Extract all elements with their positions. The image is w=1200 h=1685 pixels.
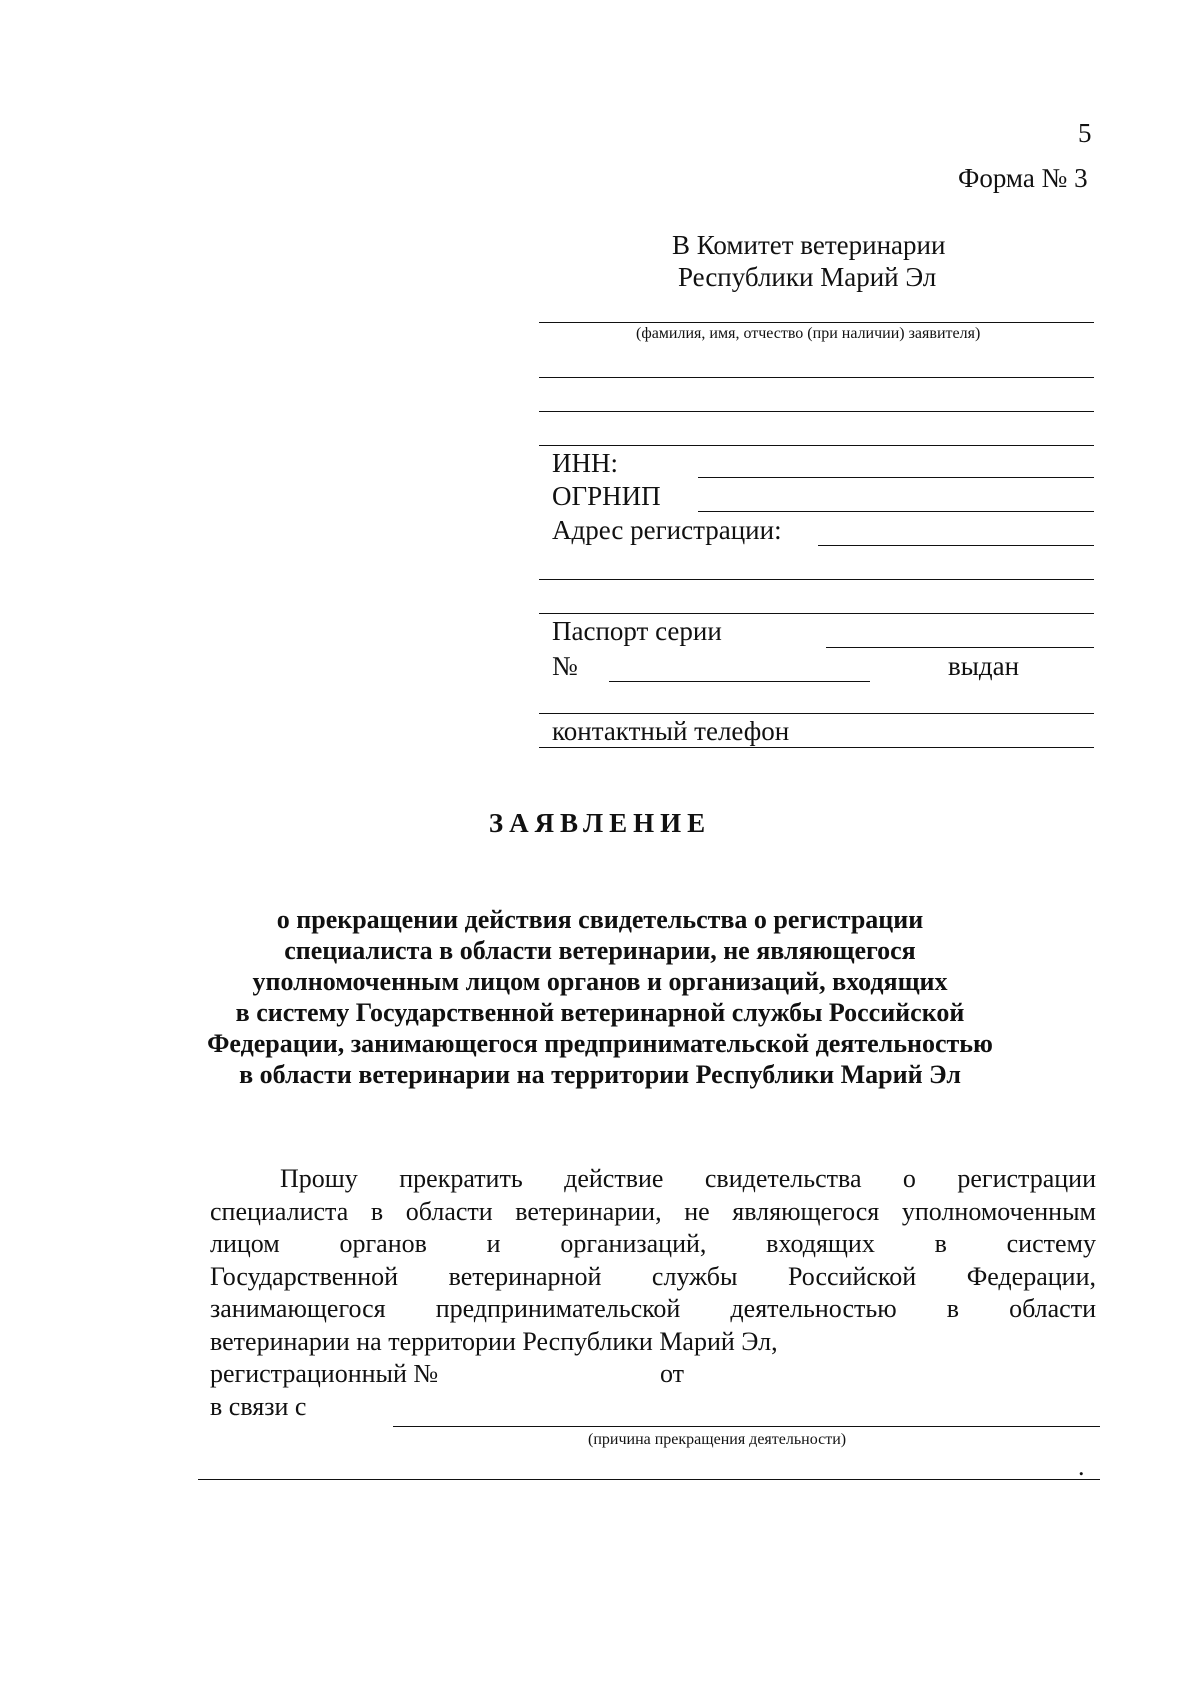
end-period: .	[1078, 1452, 1085, 1481]
body-line: ветеринарии на территории Республики Марий Эл,	[210, 1326, 778, 1356]
body-line: лицом органов и организаций, входящих в систему	[210, 1229, 1096, 1258]
inn-input-line[interactable]	[698, 477, 1094, 478]
address-extra-line-1[interactable]	[539, 579, 1094, 580]
ogrnip-label: ОГРНИП	[552, 481, 661, 511]
passport-number-label: №	[552, 651, 578, 681]
subtitle-line: в области ветеринарии на территории Республики Марий Эл	[239, 1060, 961, 1089]
subtitle-line: Федерации, занимающегося предпринимательской деятельностью	[207, 1029, 993, 1058]
form-label: Форма № 3	[958, 163, 1088, 193]
passport-issued-input-line[interactable]	[539, 713, 1094, 714]
address-input-line[interactable]	[818, 545, 1094, 546]
body-line: занимающегося предпринимательской деятельностью в области	[210, 1294, 1096, 1323]
reason-caption: (причина прекращения деятельности)	[588, 1431, 847, 1448]
phone-label: контактный телефон	[552, 716, 790, 746]
addressee-line-2: Республики Марий Эл	[678, 262, 937, 292]
registration-row	[210, 1358, 1096, 1391]
body-line: Прошу прекратить действие свидетельства о регистрации	[280, 1164, 1096, 1193]
reason-extra-line[interactable]	[198, 1479, 1100, 1480]
request-body	[210, 1163, 1096, 1423]
address-label: Адрес регистрации:	[552, 515, 782, 545]
document-subtitle	[150, 904, 1050, 1090]
ogrnip-input-line[interactable]	[698, 511, 1094, 512]
address-extra-line-2[interactable]	[539, 613, 1094, 614]
subtitle-line: уполномоченным лицом органов и организаций, входящих	[252, 967, 948, 996]
inn-label: ИНН:	[552, 448, 618, 478]
document-title: ЗАЯВЛЕНИЕ	[488, 808, 712, 838]
passport-series-label: Паспорт серии	[552, 616, 722, 646]
reason-input-line[interactable]	[393, 1426, 1100, 1427]
phone-input-line[interactable]	[539, 747, 1094, 748]
applicant-name-caption: (фамилия, имя, отчество (при наличии) заявителя)	[636, 325, 981, 342]
subtitle-line: в систему Государственной ветеринарной службы Российской	[235, 998, 965, 1027]
subtitle-line: о прекращении действия свидетельства о регистрации	[276, 905, 924, 934]
applicant-name-line[interactable]	[539, 322, 1094, 323]
applicant-extra-line-2[interactable]	[539, 411, 1094, 412]
passport-number-input-line[interactable]	[609, 681, 870, 682]
registration-number-label: регистрационный №	[210, 1359, 439, 1388]
date-from-label: от	[660, 1359, 685, 1388]
reason-label: в связи с	[210, 1391, 307, 1421]
addressee-line-1: В Комитет ветеринарии	[672, 230, 946, 260]
applicant-extra-line-1[interactable]	[539, 377, 1094, 378]
applicant-extra-line-3[interactable]	[539, 445, 1094, 446]
passport-issued-label: выдан	[948, 651, 1020, 681]
body-line: специалиста в области ветеринарии, не являющегося уполномоченным	[210, 1196, 1096, 1226]
passport-series-input-line[interactable]	[826, 647, 1094, 648]
subtitle-line: специалиста в области ветеринарии, не являющегося	[284, 936, 916, 965]
page-number: 5	[1078, 118, 1092, 148]
body-line: Государственной ветеринарной службы Российской Федерации,	[210, 1261, 1096, 1291]
